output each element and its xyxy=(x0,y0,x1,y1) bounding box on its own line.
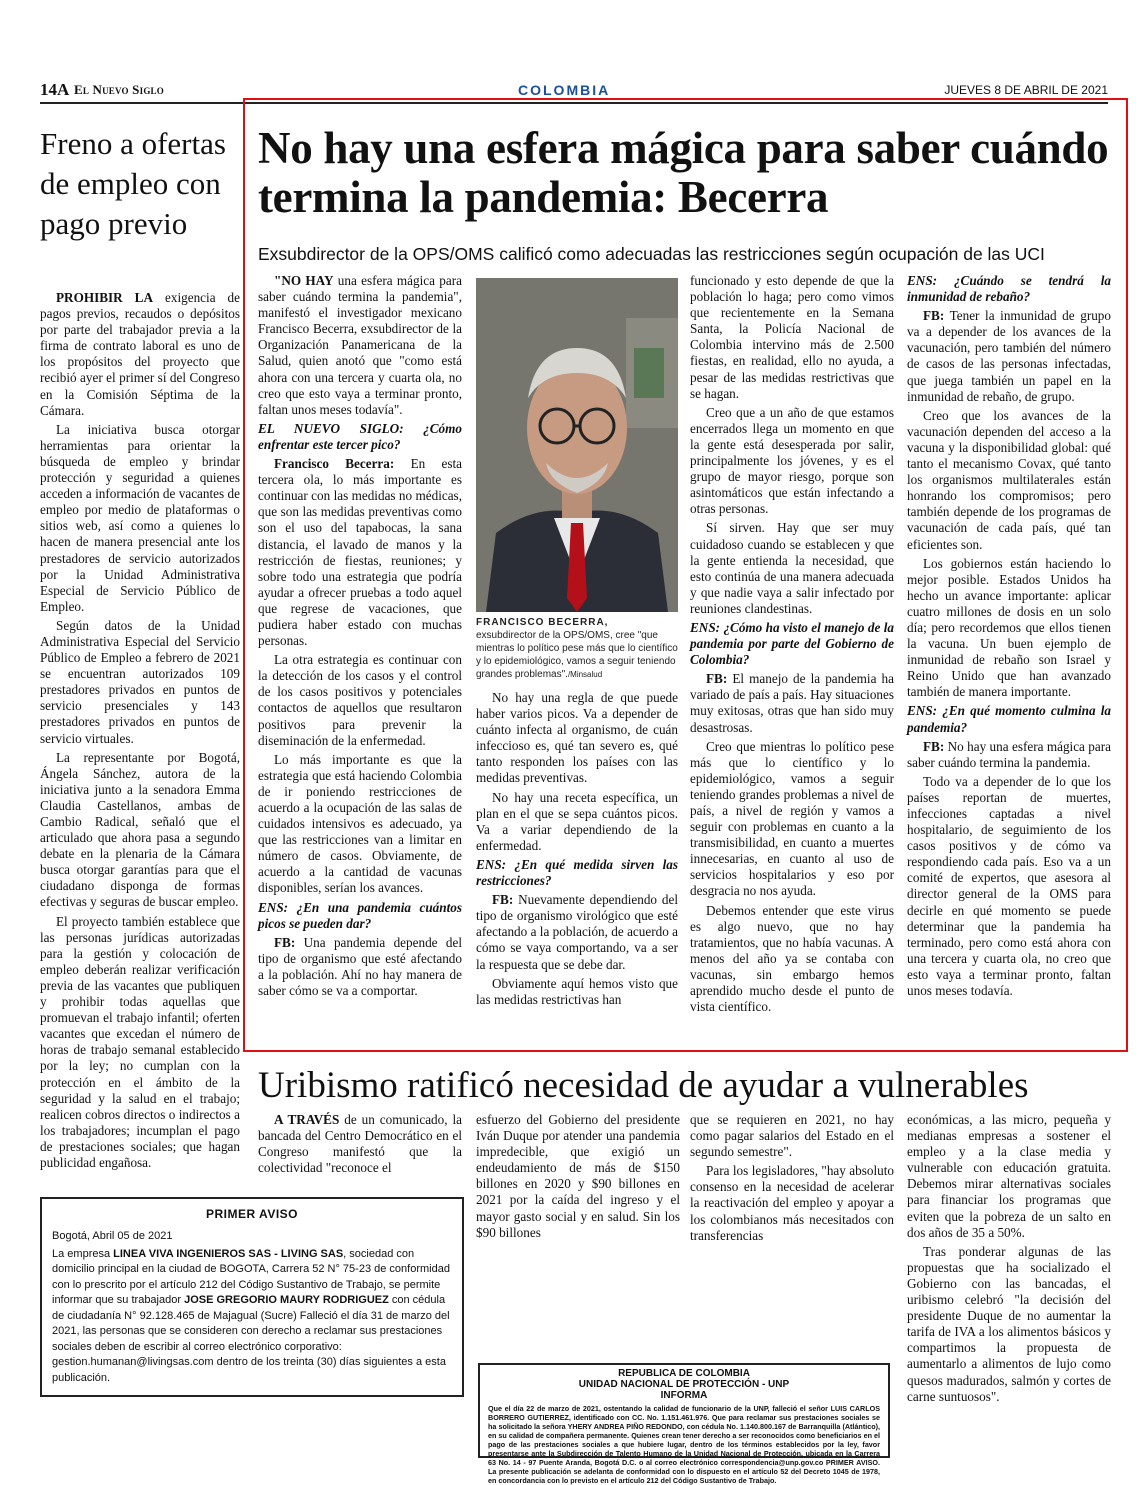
paragraph: Francisco Becerra: En esta tercera ola, lo más importante es continuar con las medidas no médicas, que son las medidas preventivas como son el uso del tapabocas, la sana distancia, el lavado de manos y la restricción de fiestas, reuniones; y sobre todo una estrategia que podría ayudar a ofrecer pruebas a todo aquel que regrese de vacaciones, que pudiera haber estado con muchas personas. xyxy=(258,456,463,649)
paragraph: La representante por Bogotá, Ángela Sánchez, autora de la iniciativa junto a la senadora Emma Claudia Castellanos, ambas de Cambio Radical, señaló que el articulado que ahora pasa a segundo debate en la plenaria de la Cámara busca otorgar garantías para que el ciudadano disponga de formas efectivas y seguras de buscar empleo. xyxy=(40,749,240,910)
paragraph: Sí sirven. Hay que ser muy cuidadoso cuando se establecen y que la gente entienda la necesidad, que esto continúa de una manera adecuada y que nadie vaya a salir infectado por reuniones clandestinas. xyxy=(690,520,894,616)
notice-text-2: , sociedad con domicilio principal en la ciudad de BOGOTA, Carrera 52 N° 75-23 de conformidad con lo prescrito por el artículo 212 del Código Sustantivo de Trabajo, se permite informar que su trabajador xyxy=(52,1247,450,1306)
paragraph: funcionado y esto depende de que la población lo haga; pero como vimos que recientemente en la Semana Santa, la Policía Nacional de Colombia intervino más de 2.500 fiestas, en realidad, ello no ayuda, a pesar de las medidas restrictivas que se hagan. xyxy=(690,273,894,401)
paragraph: FB: Tener la inmunidad de grupo va a depender de los avances de la vacunación, pero también del número de casos de las personas infectadas, que juega también un papel en la inmunidad de rebaño, de grupo. xyxy=(907,308,1111,404)
paragraph: La iniciativa busca otorgar herramientas para orientar la búsqueda de empleo y brindar protección y seguridad a quienes acceden a información de vacantes de empleo por medio de plataformas o sitios web, así como a quienes lo hacen de manera presencial ante los prestadores de servicio autorizados por la Unidad Administrativa Especial de Servicio Público de Empleo. xyxy=(40,421,240,614)
paragraph: Lo más importante es que la estrategia que está haciendo Colombia de ir poniendo restricciones de acuerdo a la ocupación de las salas de cuidados intensivos es adecuado, ya que las restricciones van a limitar en número de casos. Obviamente, de acuerdo a la cantidad de vacunas disponibles, serían los avances. xyxy=(258,751,462,896)
lead-in: FB: xyxy=(492,892,514,908)
left-article-body xyxy=(40,290,240,1174)
paragraph: A TRAVÉS de un comunicado, la bancada del Centro Democrático en el Congreso manifestó que la colectividad "reconoce el xyxy=(258,1112,462,1176)
paragraph: FB: El manejo de la pandemia ha variado de país a país. Hay situaciones muy exitosas, otras que han sido muy desastrosas. xyxy=(690,671,894,735)
unp-heading-1: REPUBLICA DE COLOMBIA xyxy=(618,1368,750,1379)
paragraph: El proyecto también establece que las personas jurídicas autorizadas para la gestión y colocación de empleo deberán realizar verificación previa de las vacantes que publiquen y prohibir todas aquellas que promuevan el trabajo infantil; oferten vacantes que excedan el número de horas de trabajo semanal establecido por la ley; no cumplan con la protección en el ámbito de la seguridad y la salud en el trabajo; realicen cobros directos o indirectos a los trabajadores; incumplan el pago de prestaciones sociales; que hagan publicidad engañosa. xyxy=(40,913,240,1170)
second-article-column-4 xyxy=(907,1112,1111,1408)
interview-question: ENS: ¿Cuándo se tendrá la inmunidad de rebaño? xyxy=(907,273,1111,305)
paragraph: Debemos entender que este virus es algo nuevo, que no hay tratamientos, que no había vacunas. A menos del año ya se contaba con vacunas, sin embargo hemos aprendido mucho desde el punto de vista científico. xyxy=(690,902,894,1015)
main-article-column-3 xyxy=(690,273,894,1018)
notice-body xyxy=(52,1229,454,1386)
interview-question: EL NUEVO SIGLO: ¿Cómo enfrentar este tercer pico? xyxy=(258,420,462,452)
interview-question: ENS: ¿En qué medida sirven las restricciones? xyxy=(476,856,678,889)
main-article-column-4 xyxy=(907,273,1111,1002)
becerra-photo xyxy=(476,278,678,612)
lead-in: Francisco Becerra: xyxy=(274,456,395,472)
paragraph: "NO HAY una esfera mágica para saber cuándo termina la pandemia", manifestó el investigador mexicano Francisco Becerra, exsubdirector de la Organización Panamericana de la Salud, quien anotó que "como está ahora con una tercera y cuarta ola, no creo que esto vaya a terminar pronto, faltan unos meses todavía". xyxy=(258,273,462,417)
paragraph: que se requieren en 2021, no hay como pagar salarios del Estado en el segundo semestre". xyxy=(690,1112,894,1160)
lead-in: FB: xyxy=(923,308,945,324)
notice-heading: PRIMER AVISO xyxy=(205,1207,298,1221)
main-article-title: No hay una esfera mágica para saber cuándo termina la pandemia: Becerra xyxy=(258,123,1109,222)
publication-name: El Nuevo Siglo xyxy=(74,82,164,97)
unp-heading-3: INFORMA xyxy=(660,1390,708,1401)
lead-in: PROHIBIR LA xyxy=(56,290,154,305)
main-article-column-1 xyxy=(258,273,462,1002)
notice-worker: JOSE GREGORIO MAURY RODRIGUEZ xyxy=(184,1294,389,1306)
second-article-column-3 xyxy=(690,1112,894,1247)
paragraph: FB: Una pandemia depende del tipo de organismo que esté afectando a la población. Ahí no hay manera de saber cómo se va a comportar. xyxy=(258,934,462,999)
unp-heading-2: UNIDAD NACIONAL DE PROTECCIÓN - UNP xyxy=(578,1379,790,1390)
paragraph: Creo que los avances de la vacunación dependen del acceso a la vacuna y la disponibilidad global: qué tanto el mecanismo Covax, qué tanto los organismos multilaterales están honrando los compromisos; pero también depende de los programas de vacunación de cada país, qué tan eficientes son. xyxy=(907,407,1111,552)
second-article-column-2 xyxy=(476,1112,680,1244)
notice-company: LINEA VIVA INGENIEROS SAS - LIVING SAS xyxy=(113,1247,344,1260)
interview-question: ENS: ¿Cómo ha visto el manejo de la pandemia por parte del Gobierno de Colombia? xyxy=(690,619,894,668)
page-number: 14A xyxy=(40,80,70,99)
paragraph: económicas, a las micro, pequeña y medianas empresas a sostener el empleo y a la clase media y vulnerable con educación gratuita. Debemos mirar alternativas sociales para financiar los programas que eviten que la pobreza de un salto en dos años de 35 a 50%. xyxy=(907,1112,1111,1240)
paragraph: La otra estrategia es continuar con la detección de los casos y el control de los casos positivos y potenciales contactos de aquellos que resultaron positivos para prevenir la diseminación de la enfermedad. xyxy=(258,652,462,748)
notice-text-3: con cédula de ciudadanía N° 92.128.465 de Majagual (Sucre) Falleció el día 31 de marzo del 2021, las personas que se consideren con derecho a reclamar sus prestaciones sociales deben de escribir al correo electrónico corporativo: gestion.humanan@livingsas.com dentro de los treinta (30) días siguientes a esta publicación. xyxy=(52,1294,450,1384)
paragraph: No hay una regla de que puede haber varios picos. Va a depender de cuánto infecta al organismo, de cuán infeccioso es, qué tan severo es, qué tanto responden los países con las medidas preventivas. xyxy=(476,690,678,786)
unp-text: Que el día 22 de marzo de 2021, ostentando la calidad de funcionario de la UNP, falleció el señor LUIS CARLOS BORRERO GUTIERREZ, identificado con CC. No. 1.151.461.976. Que para reclamar sus prestaciones sociales se ha solicitado la señora YHERY ANDREA PIÑO REDONDO, con cédula No. 1.140.800.167 de Barranquilla (Atlántico), en su calidad de compañera permanente. Quienes crean tener derecho a ser reconocidos como beneficiarios en el pago de las prestaciones sociales a que hubiere lugar, dentro de los términos establecidos por la ley, favor presentarse ante la Subdirección de Talento Humano de la Unidad Nacional de Protección, ubicada en la Carrera 63 No. 14 - 97 Puente Aranda, Bogotá D.C. o al correo electrónico correspondencia@unp.gov.co PRIMER AVISO. La presente publicación se adelanta de conformidad con lo dispuesto en el artículo 52 del Decreto 1045 de 1978, en concordancia con lo previsto en el artículo 212 del Código Sustantivo de Trabajo. xyxy=(488,1404,880,1485)
lead-in: FB: xyxy=(706,671,728,687)
paragraph: Según datos de la Unidad Administrativa Especial del Servicio Público de Empleo a febrero de 2021 se encuentran autorizados 109 prestadores privados en puntos de servicio presenciales y 143 prestadores privados en puntos de servicio virtuales. xyxy=(40,617,240,746)
paragraph: Creo que a un año de que estamos encerrados llega un momento en que la gente está desesperada por salir, principalmente los jóvenes, y es el grupo de mayor riesgo, porque son asintomáticos que están infectando a otras personas. xyxy=(690,404,894,517)
lead-in: FB: xyxy=(923,738,945,754)
portrait-illustration xyxy=(476,278,678,612)
left-article-title: Freno a ofertas de empleo con pago previo xyxy=(40,126,226,241)
second-article-title: Uribismo ratificó necesidad de ayudar a vulnerables xyxy=(258,1065,1029,1106)
main-article-column-2 xyxy=(476,690,678,1011)
lead-in: FB: xyxy=(274,934,296,950)
paragraph: Tras ponderar algunas de las propuestas que ha socializado el Gobierno con las bancadas, el uribismo celebró "la decisión del presidente Duque de no aumentar la tarifa de IVA a los alimentos básicos y compartimos la propuesta de aumentarlo a alimentos de lujo como quesos madurados, salmón y cortes de carne suntuosos". xyxy=(907,1243,1111,1404)
photo-credit: /Minsalud xyxy=(567,670,603,679)
paragraph: Creo que mientras lo político pese más que lo científico y lo epidemiológico, vamos a seguir teniendo grandes problemas a nivel de país, a nivel de región y vamos a seguir con problemas en cuanto a la transmisibilidad, en cuanto a muertes innecesarias, en cuanto al uso de servicios hospitalarios y eso por desgracia no nos ayuda. xyxy=(690,738,894,899)
paragraph: No hay una receta específica, un plan en el que se sepa cuántos picos. Va a variar dependiendo de la enfermedad. xyxy=(476,789,678,853)
second-article-column-1 xyxy=(258,1112,462,1179)
paragraph: esfuerzo del Gobierno del presidente Iván Duque por atender una pandemia impredecible, que exigió un endeudamiento de más de $150 billones en 2020 y $90 billones en 2021 por la caída del ingreso y el mayor gasto social y en salud. Sin los $90 billones xyxy=(476,1112,680,1240)
notice-text-1: La empresa xyxy=(52,1247,114,1260)
paragraph: FB: Nuevamente dependiendo del tipo de organismo virológico que esté afectando a la población, de acuerdo a cómo se vaya comportando, va a ser la respuesta que se debe dar. xyxy=(476,892,678,972)
caption-name: FRANCISCO BECERRA, xyxy=(476,617,609,628)
lead-in: A TRAVÉS xyxy=(274,1112,340,1127)
interview-question: ENS: ¿En qué momento culmina la pandemia? xyxy=(907,703,1111,735)
notice-place-date: Bogotá, Abril 05 de 2021 xyxy=(52,1230,173,1242)
issue-date: JUEVES 8 DE ABRIL DE 2021 xyxy=(944,83,1108,97)
caption-text: exsubdirector de la OPS/OMS, cree "que mientras lo político pese más que lo científico y lo epidemiológico, vamos a seguir teniendo grandes problemas". xyxy=(476,630,678,680)
paragraph: Para los legisladores, "hay absoluto consenso en la necesidad de acelerar la reactivación del empleo y apoyar a los colombianos más necesitados con transferencias xyxy=(690,1163,894,1243)
paragraph: Todo va a depender de lo que los países reportan de muertes, infecciones captadas a nivel hospitalario, de seguimiento de los casos positivos y de cómo va respondiendo cada país. Eso va a un comité de expertos, que asesora al director general de la OMS para decirle en qué momento se puede determinar que la pandemia ha terminado, pero como está ahora con una tercera y cuarta ola, no creo que esto vaya a terminar pronto, faltan unos meses todavía. xyxy=(907,773,1111,999)
paragraph: FB: No hay una esfera mágica para saber cuándo termina la pandemia. xyxy=(907,738,1111,770)
paragraph: Los gobiernos están haciendo lo mejor posible. Estados Unidos ha hecho un avance importante: aplicar cuatro millones de dosis en un solo día; pero recordemos que ellos tienen la vacuna. Un buen ejemplo de inmunidad de rebaño son Israel y Reino Unido que han avanzado también de manera importante. xyxy=(907,555,1111,700)
section-name: COLOMBIA xyxy=(518,82,611,98)
unp-notice xyxy=(478,1363,890,1485)
paragraph: Obviamente aquí hemos visto que las medidas restrictivas han xyxy=(476,975,678,1007)
paragraph: PROHIBIR LA exigencia de pagos previos, recaudos o depósitos por parte del trabajador previa a la firma de contrato laboral es uno de los propósitos del proyecto que recibió ayer el primer sí del Congreso en la Comisión Séptima de la Cámara. xyxy=(40,290,240,418)
interview-question: ENS: ¿En una pandemia cuántos picos se pueden dar? xyxy=(258,899,462,931)
main-article-subtitle: Exsubdirector de la OPS/OMS calificó como adecuadas las restricciones según ocupación de las UCI xyxy=(258,244,1045,264)
lead-in: "NO HAY xyxy=(274,273,334,288)
photo-caption xyxy=(476,616,681,681)
primer-aviso-notice xyxy=(40,1197,464,1397)
